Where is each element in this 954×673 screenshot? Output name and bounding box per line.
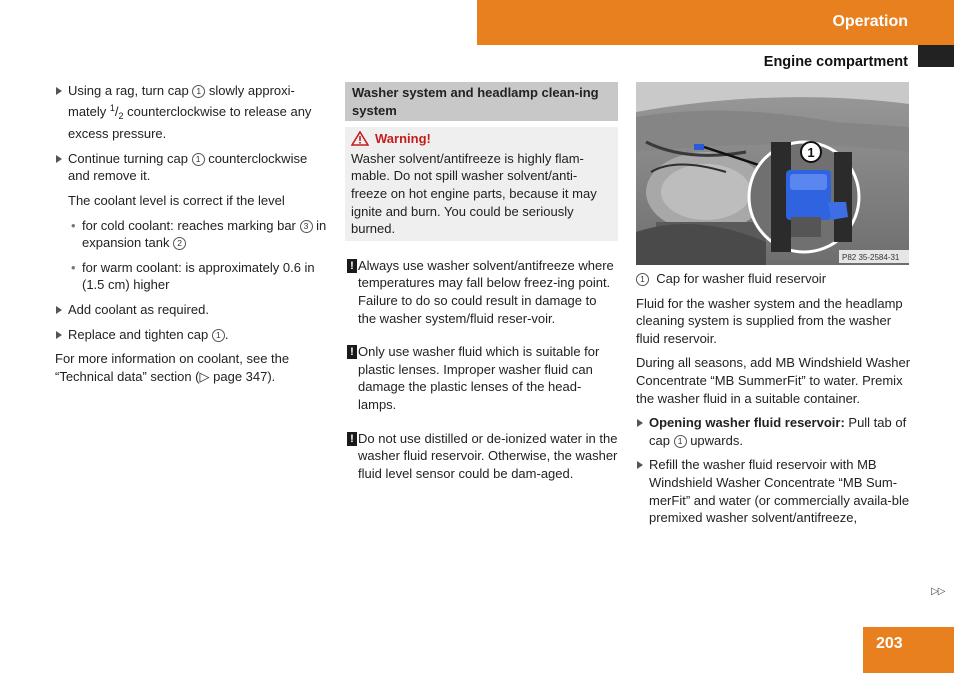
bullet-cold-coolant: • for cold coolant: reaches marking bar 3 in expansion tank 2	[71, 217, 327, 251]
page-number-box	[863, 627, 954, 673]
column-right	[636, 82, 911, 534]
washer-section-title: Washer system and headlamp clean-ing system	[345, 82, 618, 121]
note-distilled-water: ! Do not use distilled or de-ionized water in the washer fluid reservoir. Otherwise, the washer fluid level sensor could be dam-aged.	[345, 430, 618, 483]
callout-1-icon: 1	[636, 273, 649, 286]
column-left	[55, 82, 330, 392]
step-refill-reservoir: Refill the washer fluid reservoir with MB Windshield Washer Concentrate “MB Sum-merFit” and water (or commercially availa-ble premixed washer solvent/antifreeze,	[636, 456, 911, 526]
exclamation-icon: !	[347, 345, 357, 359]
washer-concentrate-info: During all seasons, add MB Windshield Washer Concentrate “MB SummerFit” to water. Premix the washer fluid in a suitable container.	[636, 355, 911, 406]
bullet-warm-coolant: • for warm coolant: is approximately 0.6 in (1.5 cm) higher	[71, 259, 315, 293]
step-remove-cap: Continue turning cap 1 counterclockwise and remove it.	[55, 150, 330, 185]
more-info-text: For more information on coolant, see the “Technical data” section (▷ page 347).	[55, 351, 290, 384]
callout-1-icon: 1	[192, 85, 205, 98]
washer-fluid-info: Fluid for the washer system and the headlamp cleaning system is supplied from the washer fluid reservoir.	[636, 295, 903, 346]
step-arrow-icon	[56, 331, 62, 339]
step-add-coolant: Add coolant as required.	[55, 301, 330, 319]
callout-1-icon: 1	[192, 153, 205, 166]
step-arrow-icon	[56, 306, 62, 314]
column-middle	[345, 82, 618, 498]
continued-arrow-icon: ▷▷	[931, 586, 945, 597]
photo-callout-label: 1	[807, 145, 815, 160]
callout-2-icon: 2	[173, 237, 186, 250]
callout-1-icon: 1	[212, 329, 225, 342]
step-arrow-icon	[56, 87, 62, 95]
warning-box	[345, 127, 618, 241]
engine-compartment-photo	[636, 82, 909, 265]
coolant-level-intro: The coolant level is correct if the level	[68, 192, 285, 208]
note-antifreeze: ! Always use washer solvent/antifreeze where temperatures may fall below freez-ing point. Failure to do so could result in damage to the washer system/fluid reser-voir.	[345, 257, 618, 327]
chapter-header	[477, 0, 954, 45]
warning-text: Washer solvent/antifreeze is highly flam-mable. Do not spill washer solvent/anti-freeze on hot engine parts, because it may ignite and burn. You could be seriously burned.	[351, 150, 597, 237]
step-open-reservoir: Opening washer fluid reservoir: Pull tab of cap 1 upwards.	[636, 414, 911, 449]
bullet-dot-icon: •	[71, 217, 76, 233]
step-arrow-icon	[637, 419, 643, 427]
step-replace-cap: Replace and tighten cap 1 .	[55, 326, 330, 344]
warning-triangle-icon	[351, 131, 369, 146]
page-ref-arrow-icon[interactable]: ▷	[199, 368, 210, 384]
bullet-dot-icon: •	[71, 259, 76, 275]
section-title: Engine compartment	[763, 54, 908, 70]
engine-illustration	[636, 82, 909, 265]
exclamation-icon: !	[347, 259, 357, 273]
photo-code: P82 35-2584-31	[842, 253, 900, 262]
exclamation-icon: !	[347, 432, 357, 446]
fraction-numerator: 1	[109, 102, 115, 113]
page-number: 203	[876, 635, 903, 652]
warning-heading: Warning!	[351, 130, 611, 148]
callout-3-icon: 3	[300, 220, 313, 233]
callout-1-icon: 1	[674, 435, 687, 448]
thumb-tab	[918, 45, 954, 67]
photo-caption: 1 Cap for washer fluid reservoir	[636, 270, 911, 288]
step-arrow-icon	[637, 461, 643, 469]
step-loosen-cap: Using a rag, turn cap 1 slowly approxi-mately $^1/_2$ counterclockwise to release any excess pressure.	[55, 82, 330, 143]
note-plastic-lenses: ! Only use washer fluid which is suitable for plastic lenses. Improper washer fluid can damage the plastic lenses of the head-lamps.	[345, 343, 618, 413]
fraction-denominator: 2	[118, 110, 124, 121]
chapter-title: Operation	[832, 13, 908, 30]
step-arrow-icon	[56, 155, 62, 163]
